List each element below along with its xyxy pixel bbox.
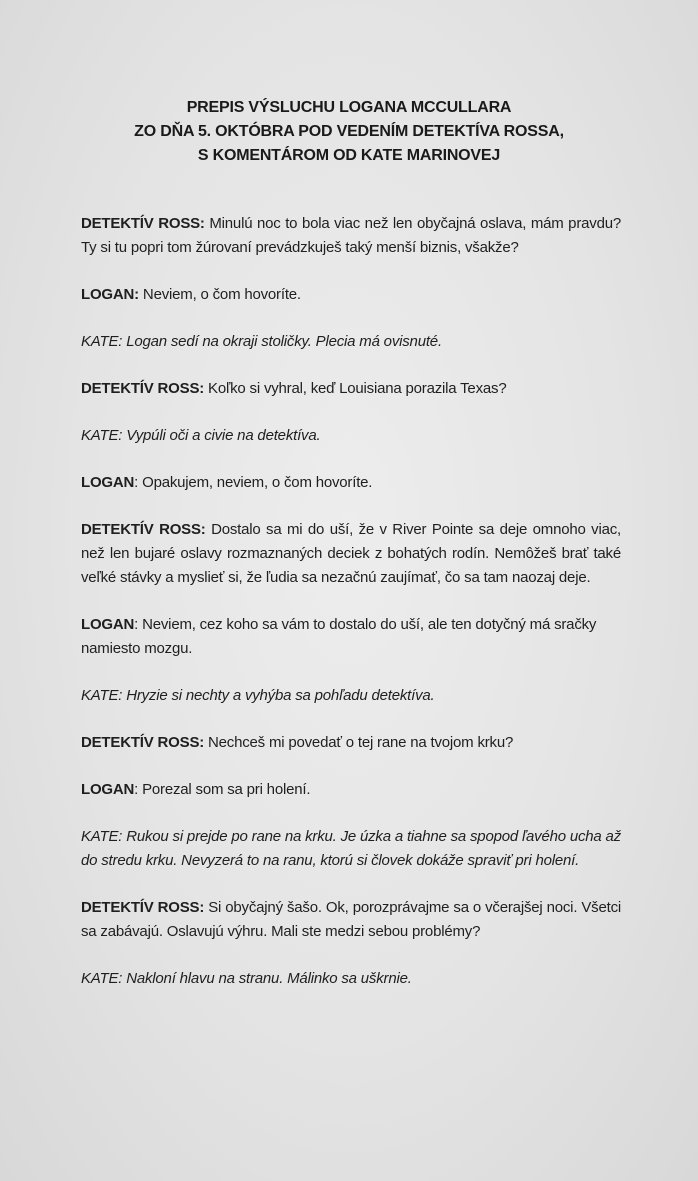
kate-note: KATE: Hryzie si nechty a vyhýba sa pohľadu detektíva. <box>81 687 435 704</box>
dialogue-paragraph <box>81 377 621 401</box>
dialogue-text: Neviem, o čom hovoríte. <box>138 286 301 303</box>
kate-note: KATE: Nakloní hlavu na stranu. Málinko sa uškrnie. <box>81 970 412 987</box>
dialogue-text: Minulú noc to bola viac než len obyčajná oslava, mám pravdu? Ty si tu popri tom žúrovaní prevádzkuješ taký menší biznis, všakže? <box>81 215 621 256</box>
speaker-label: DETEKTÍV ROSS: <box>81 734 205 751</box>
dialogue-paragraph <box>81 778 621 802</box>
dialogue-paragraph <box>81 731 621 755</box>
dialogue-paragraph <box>81 283 621 307</box>
transcript-title <box>0 96 698 168</box>
speaker-label: DETEKTÍV ROSS: <box>81 215 205 232</box>
title-line-2: ZO DŇA 5. OKTÓBRA POD VEDENÍM DETEKTÍVA ROSSA, <box>134 123 564 140</box>
speaker-label: DETEKTÍV ROSS: <box>81 521 206 538</box>
dialogue-text: Nechceš mi povedať o tej rane na tvojom krku? <box>204 734 514 751</box>
speaker-label: LOGAN <box>81 781 135 798</box>
title-line-1: PREPIS VÝSLUCHU LOGANA MCCULLARA <box>186 99 512 116</box>
title-line-3: S KOMENTÁROM OD KATE MARINOVEJ <box>197 147 501 164</box>
kate-note: KATE: Rukou si prejde po rane na krku. Je úzka a tiahne sa spopod ľavého ucha až do stredu krku. Nevyzerá to na ranu, ktorú si človek dokáže spraviť pri holení. <box>81 828 621 869</box>
dialogue-text: Dostalo sa mi do uší, že v River Pointe sa deje omnoho viac, než len bujaré oslavy rozmaznaných deciek z bohatých rodín. Nemôžeš brať také veľké stávky a myslieť si, že ľudia sa nezačnú zaujímať, čo sa tam naozaj deje. <box>81 521 621 586</box>
transcript-body <box>81 212 621 1014</box>
kate-note: KATE: Vypúli oči a civie na detektíva. <box>81 427 321 444</box>
dialogue-paragraph <box>81 518 621 590</box>
dialogue-text: Koľko si vyhral, keď Louisiana porazila Texas? <box>204 380 507 397</box>
dialogue-paragraph <box>81 212 621 260</box>
speaker-label: DETEKTÍV ROSS: <box>81 380 205 397</box>
dialogue-paragraph <box>81 471 621 495</box>
dialogue-paragraph <box>81 896 621 944</box>
dialogue-paragraph <box>81 613 621 661</box>
speaker-label: LOGAN <box>81 616 135 633</box>
dialogue-text: Si obyčajný šašo. Ok, porozprávajme sa o včerajšej noci. Všetci sa zabávajú. Oslavujú výhru. Mali ste medzi sebou problémy? <box>81 899 622 940</box>
speaker-label: DETEKTÍV ROSS: <box>81 899 205 916</box>
speaker-label: LOGAN <box>81 474 135 491</box>
dialogue-text: : Porezal som sa pri holení. <box>134 781 311 798</box>
dialogue-text: : Neviem, cez koho sa vám to dostalo do uší, ale ten dotyčný má sračky namiesto mozgu. <box>81 616 597 657</box>
dialogue-text: : Opakujem, neviem, o čom hovoríte. <box>134 474 373 491</box>
speaker-label: LOGAN: <box>81 286 139 303</box>
kate-note: KATE: Logan sedí na okraji stoličky. Plecia má ovisnuté. <box>81 333 442 350</box>
